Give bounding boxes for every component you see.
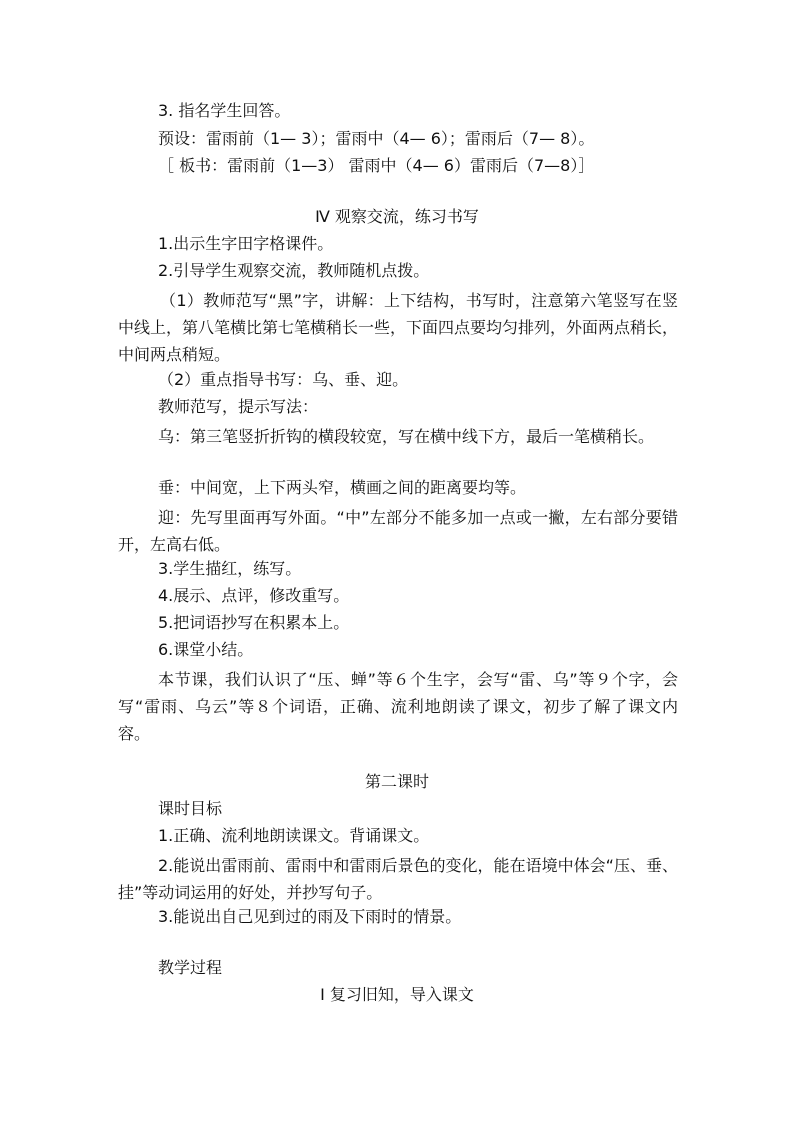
board-writing-line: ［ 板书：雷雨前（1—3） 雷雨中（4— 6）雷雨后（7—8）］ <box>158 156 595 175</box>
step-4-line: 4.展示、点评，修改重写。 <box>158 586 350 605</box>
paragraph-wu: 乌：第三笔竖折折钩的横段较宽，写在横中线下方，最后一笔横稍长。 <box>158 427 655 446</box>
chui-line: 垂：中间宽，上下两头窄，横画之间的距离要均等。 <box>158 478 527 497</box>
key-guidance-line: （2）重点指导书写：乌、垂、迎。 <box>158 370 409 389</box>
step-1-line: 1.出示生字田字格课件。 <box>158 234 334 253</box>
step-6-line: 6.课堂小结。 <box>158 640 254 659</box>
step-5-line: 5.把词语抄写在积累本上。 <box>158 613 350 632</box>
section-heading-observe: Ⅳ 观察交流，练习书写 <box>315 207 479 226</box>
preset-line: 预设：雷雨前（1— 3）；雷雨中（4— 6）；雷雨后（7— 8）。 <box>158 129 595 148</box>
section-heading-second-lesson: 第二课时 <box>364 772 429 791</box>
teacher-demo-line: 教师范写，提示写法： <box>158 397 319 416</box>
paragraph-ying: 迎：先写里面再写外面。“中”左部分不能多加一点或一撇，左右部分要错开，左高右低。 <box>118 508 678 554</box>
goal-1-line: 1.正确、流利地朗读课文。背诵课文。 <box>158 826 430 845</box>
paragraph-summary: 本节课，我们认识了“压、蝉”等６个生字，会写“雷、乌”等９个字，会写“雷雨、乌云”等８个词语，正确、流利地朗读了课文，初步了解了课文内容。 <box>118 670 678 743</box>
paragraph-hei-demo: （1）教师范写“黑”字，讲解：上下结构，书写时，注意第六笔竖写在竖中线上，第八笔横比第七笔横稍长一些，下面四点要均匀排列，外面两点稍长，中间两点稍短。 <box>118 291 679 364</box>
step-3b-line: 3.学生描红，练写。 <box>158 559 302 578</box>
teaching-process-label: 教学过程 <box>158 958 223 977</box>
paragraph-goal-2: 2.能说出雷雨前、雷雨中和雷雨后景色的变化，能在语境中体会“压、垂、挂”等动词运用的好处，并抄写句子。 <box>118 856 678 902</box>
goal-3-line: 3.能说出自己见到过的雨及下雨时的情景。 <box>158 907 462 926</box>
section-heading-review: Ⅰ 复习旧知，导入课文 <box>320 985 474 1004</box>
lesson-goals-label: 课时目标 <box>158 799 223 818</box>
step-3-line: 3. 指名学生回答。 <box>158 101 291 120</box>
step-2-line: 2.引导学生观察交流，教师随机点拨。 <box>158 261 430 280</box>
